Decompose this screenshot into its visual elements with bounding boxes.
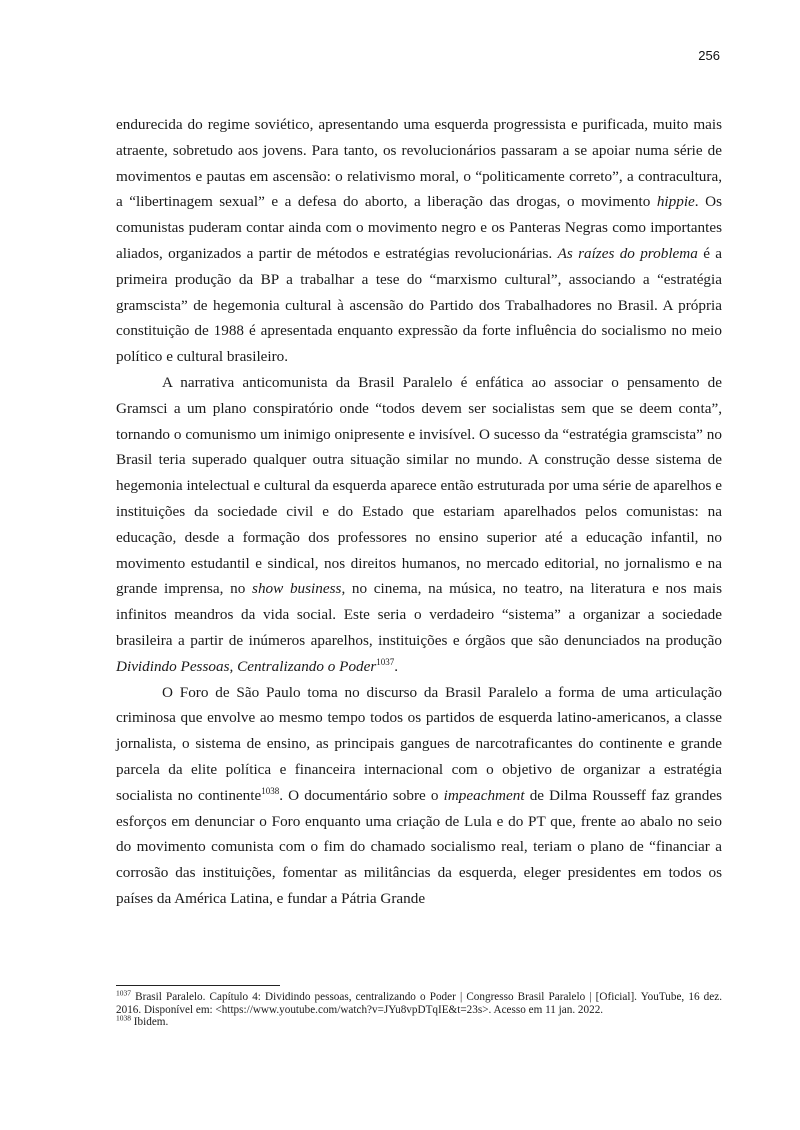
body-text (116, 112, 722, 912)
paragraph-3: O Foro de São Paulo toma no discurso da Brasil Paralelo a forma de uma articulação criminosa que envolve ao mesmo tempo todos os partidos de esquerda latino-americanos, a classe jornalista, o sistema de ensino, as principais gangues de narcotraficantes do continente e grande parcela da elite política e financeira internacional com o objetivo de organizar a estratégia socialista no continente$^{1038}$. O documentário sobre o impeachment de Dilma Rousseff faz grandes esforços em denunciar o Foro enquanto uma criação de Lula e do PT que, frente ao abalo no seio do movimento comunista com o fim do chamado socialismo real, teriam o plano de “financiar a corrosão das instituições, fomentar as militâncias da esquerda, eleger presidentes em todos os países da América Latina, e fundar a Pátria Grande (116, 683, 722, 907)
footnotes (116, 988, 722, 1029)
footnote-divider (116, 985, 280, 986)
page-number: 256 (698, 48, 720, 63)
footnote-ref-1038: 1038 (261, 785, 280, 796)
footnote-1037: $^{1037}$ Brasil Paralelo. Capítulo 4: Dividindo pessoas, centralizando o Poder | Congresso Brasil Paralelo | [Oficial]. YouTube, 16 dez. 2016. Disponível em: <https://www.youtube.com/watch?v=JYu8vpDTqIE&t=23s>. Acesso em 11 jan. 2022. (116, 988, 722, 1016)
footnote-ref-1037: 1037 (376, 656, 395, 667)
paragraph-2: A narrativa anticomunista da Brasil Paralelo é enfática ao associar o pensamento de Gramsci a um plano conspiratório onde “todos devem ser socialistas sem que se deem conta”, tornando o comunismo um inimigo onipresente e invisível. O sucesso da “estratégia gramscista” no Brasil teria superado qualquer outra situação similar no mundo. A construção desse sistema de hegemonia intelectual e cultural da esquerda aparece então estruturada por uma série de aparelhos e instituições da sociedade civil e do Estado que estariam aparelhados pelos comunistas: na educação, desde a formação dos professores no ensino superior até a educação infantil, no movimento estudantil e sindical, nos direitos humanos, no mercado editorial, no jornalismo e na grande imprensa, no show business, no cinema, na música, no teatro, na literatura e nos mais infinitos meandros da vida social. Este seria o verdadeiro “sistema” a organizar a sociedade brasileira a partir de inúmeros aparelhos, instituições e órgãos que são denunciados na produção Dividindo Pessoas, Centralizando o Poder$^{1037}$. (116, 373, 722, 675)
paragraph-1: endurecida do regime soviético, apresentando uma esquerda progressista e purificada, muito mais atraente, sobretudo aos jovens. Para tanto, os revolucionários passaram a se apoiar numa série de movimentos e pautas em ascensão: o relativismo moral, o “politicamente correto”, a contracultura, a “libertinagem sexual” e a defesa do aborto, a liberação das drogas, o movimento hippie. Os comunistas puderam contar ainda com o movimento negro e os Panteras Negras como importantes aliados, organizados a partir de métodos e estratégias revolucionárias. As raízes do problema é a primeira produção da BP a trabalhar a tese do “marxismo cultural”, associando a “estratégia gramscista” de hegemonia cultural à ascensão do Partido dos Trabalhadores no Brasil. A própria constituição de 1988 é apresentada enquanto expressão da forte influência do socialismo no meio político e cultural brasileiro. (116, 116, 722, 366)
footnote-1038: $^{1038}$ Ibidem. (116, 1013, 169, 1029)
